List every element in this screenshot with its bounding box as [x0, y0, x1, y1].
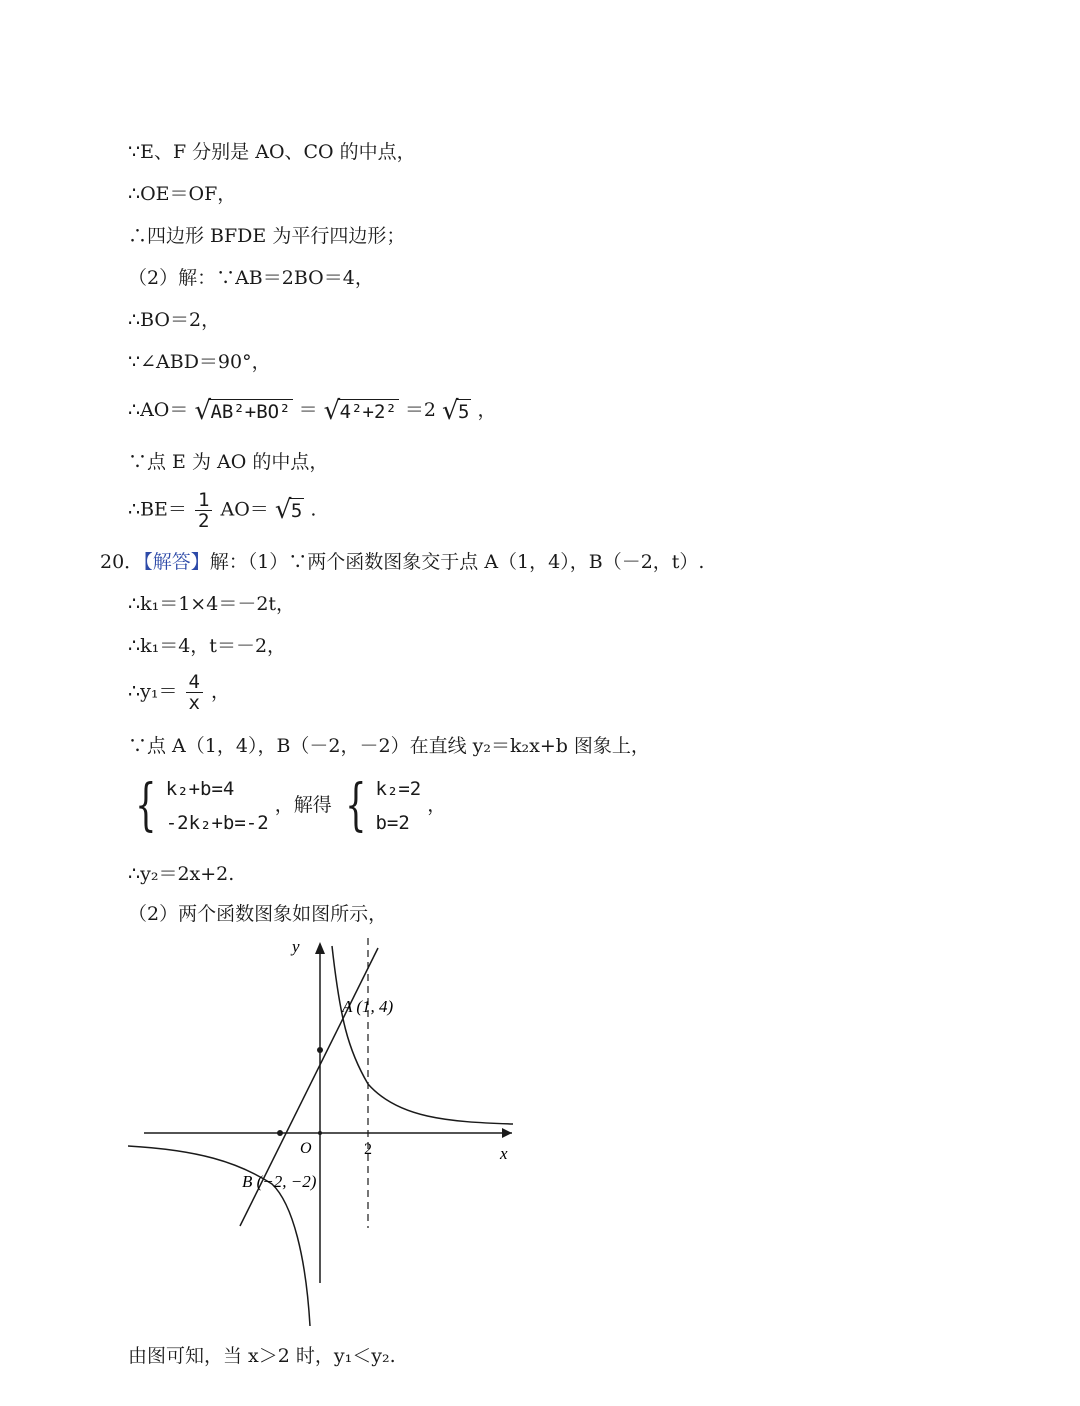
- system-equation: -2k₂+b=-2: [165, 812, 269, 834]
- question-text: 解：（1）∵两个函数图象交于点 A（1，4），B（－2，t）.: [209, 551, 705, 573]
- denominator: 2: [197, 510, 210, 532]
- text-fragment: ∴y₁＝: [128, 680, 178, 703]
- text-line: ∴y₂＝2x+2.: [128, 863, 235, 885]
- x-axis-label: x: [500, 1144, 508, 1163]
- text-fragment: ∴BE＝: [128, 498, 187, 521]
- answer-tag: 【解答】: [143, 551, 210, 573]
- left-brace: {: [344, 773, 367, 838]
- text-line: ∵点 E 为 AO 的中点，: [128, 451, 329, 473]
- text-line: ∴k₁＝1×4＝－2t，: [128, 593, 296, 615]
- sqrt-expression: √ 5: [274, 495, 303, 525]
- text-fragment: AO＝: [220, 498, 269, 521]
- text-fragment: ＝: [298, 399, 318, 421]
- text-line: ∵E、F 分别是 AO、CO 的中点，: [128, 141, 416, 163]
- equation-be: [128, 490, 316, 531]
- denominator: x: [188, 692, 200, 714]
- equation-system: [128, 772, 446, 840]
- point-b-label: B (−2, −2): [242, 1172, 317, 1191]
- equation-system-left: [166, 772, 269, 840]
- text-fragment: .: [310, 498, 317, 521]
- y-intercept-point: [317, 1047, 323, 1053]
- equation-y1: [128, 672, 230, 713]
- tick-label-2: 2: [364, 1141, 372, 1158]
- question-20-header: [100, 550, 704, 574]
- origin-label: O: [300, 1140, 312, 1157]
- radicand: 5: [290, 500, 303, 522]
- text-fragment: ＝2: [404, 399, 436, 421]
- text-fragment: ∴AO＝: [128, 399, 189, 421]
- sqrt-expression: √ 4²+2²: [323, 395, 397, 426]
- y-axis-arrow: [315, 942, 325, 954]
- radicand: AB²+BO²: [210, 400, 291, 423]
- text-fragment: ，: [427, 794, 447, 816]
- fraction: [195, 490, 212, 531]
- system-equation: b=2: [375, 812, 410, 834]
- text-line: （2）两个函数图象如图所示，: [128, 903, 388, 925]
- text-line: （2）解：∵AB＝2BO＝4，: [128, 267, 374, 289]
- radicand: 5: [458, 400, 470, 423]
- point-a-label: A (1, 4): [342, 997, 394, 1016]
- text-line: 由图可知，当 x＞2 时，y₁＜y₂.: [128, 1345, 396, 1367]
- numerator: 1: [195, 490, 212, 511]
- y-axis-label: y: [292, 938, 300, 956]
- text-line: ∴OE＝OF，: [128, 183, 237, 205]
- sqrt-expression: √ 5: [442, 395, 470, 426]
- text-fragment: ，解得: [274, 794, 332, 816]
- function-graph: [128, 938, 528, 1328]
- x-intercept-point: [277, 1130, 283, 1136]
- text-fragment: ，: [211, 680, 231, 703]
- text-line: ∴四边形 BFDE 为平行四边形；: [128, 225, 406, 247]
- sqrt-expression: √ AB²+BO²: [194, 395, 291, 426]
- origin-point: [318, 1131, 322, 1135]
- equation-system-right: [375, 772, 421, 840]
- radicand: 4²+2²: [339, 400, 397, 423]
- x-axis-arrow: [502, 1128, 512, 1138]
- text-line: ∴k₁＝4，t＝－2，: [128, 635, 287, 657]
- system-equation: k₂=2: [375, 778, 422, 800]
- text-fragment: ，: [477, 399, 497, 421]
- text-line: ∵∠ABD＝90°，: [128, 351, 271, 373]
- system-equation: k₂+b=4: [165, 778, 235, 800]
- text-line: ∴BO＝2，: [128, 309, 221, 331]
- numerator: 4: [186, 672, 203, 693]
- equation-ao: [128, 395, 497, 426]
- hyperbola-branch-1: [332, 946, 513, 1124]
- text-line: ∵点 A（1，4），B（－2，－2）在直线 y₂＝k₂x+b 图象上，: [128, 735, 650, 757]
- fraction: [186, 672, 203, 713]
- question-number: 20．: [100, 551, 144, 573]
- left-brace: {: [135, 773, 157, 838]
